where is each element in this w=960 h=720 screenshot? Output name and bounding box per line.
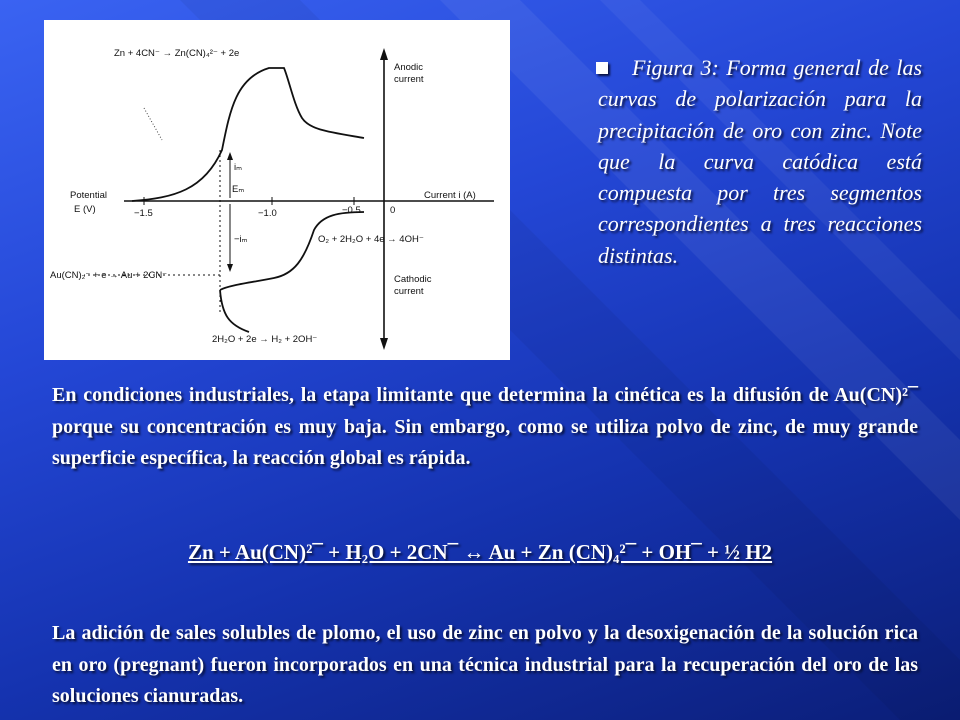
zn-reaction-label: Zn + 4CN⁻ → Zn(CN)₄²⁻ + 2e (114, 48, 240, 59)
tick-label-m10: −1.0 (258, 208, 277, 219)
cathodic-label: Cathodic (394, 274, 432, 285)
o2-reaction-label: O₂ + 2H₂O + 4e → 4OH⁻ (318, 234, 424, 245)
potential-label: Potential (70, 190, 107, 201)
anodic-current-label: current (394, 74, 424, 85)
cathodic-current-label: current (394, 286, 424, 297)
potential-unit-label: E (V) (74, 204, 96, 215)
polarization-figure (44, 20, 510, 360)
current-axis-label: Current i (A) (424, 190, 476, 201)
figure-caption (598, 52, 922, 271)
neg-im-label: −iₘ (234, 234, 248, 245)
anodic-label: Anodic (394, 62, 424, 73)
reaction-equation: Zn + Au(CN)²¯ + H₂O + 2CN¯ ↔ Au + Zn (CN)₄²¯ + OH¯ + ½ H2 (187, 540, 773, 564)
em-label: Eₘ (232, 184, 245, 195)
im-label: iₘ (234, 162, 243, 173)
h2-reaction-label: 2H₂O + 2e → H₂ + 2OH⁻ (212, 334, 318, 345)
tick-label-m05: −0.5 (342, 205, 361, 216)
paragraph-industrial: La adición de sales solubles de plomo, el uso de zinc en polvo y la desoxigenación de la solución rica en oro (pregnant) fueron incorporados en una técnica industrial para la recuperación del oro de las soluciones cianuradas. (52, 622, 918, 707)
caption-text: Figura 3: Forma general de las curvas de polarización para la precipitación de oro con zinc. Note que la curva catódica está compuesta por tres segmentos correspondientes a tres reacciones distintas. (598, 55, 922, 268)
tick-label-0: 0 (390, 205, 396, 216)
au-reaction-label: Au(CN)₂⁻ + e → Au + 2CN⁻ (50, 270, 168, 281)
tick-label-m15: −1.5 (134, 208, 153, 219)
paragraph-kinetics: En condiciones industriales, la etapa limitante que determina la cinética es la difusión de Au(CN)²¯ porque su concentración es muy baja. Sin embargo, como se utiliza polvo de zinc, de muy grande superficie específica, la reacción global es rápida. (52, 384, 918, 469)
